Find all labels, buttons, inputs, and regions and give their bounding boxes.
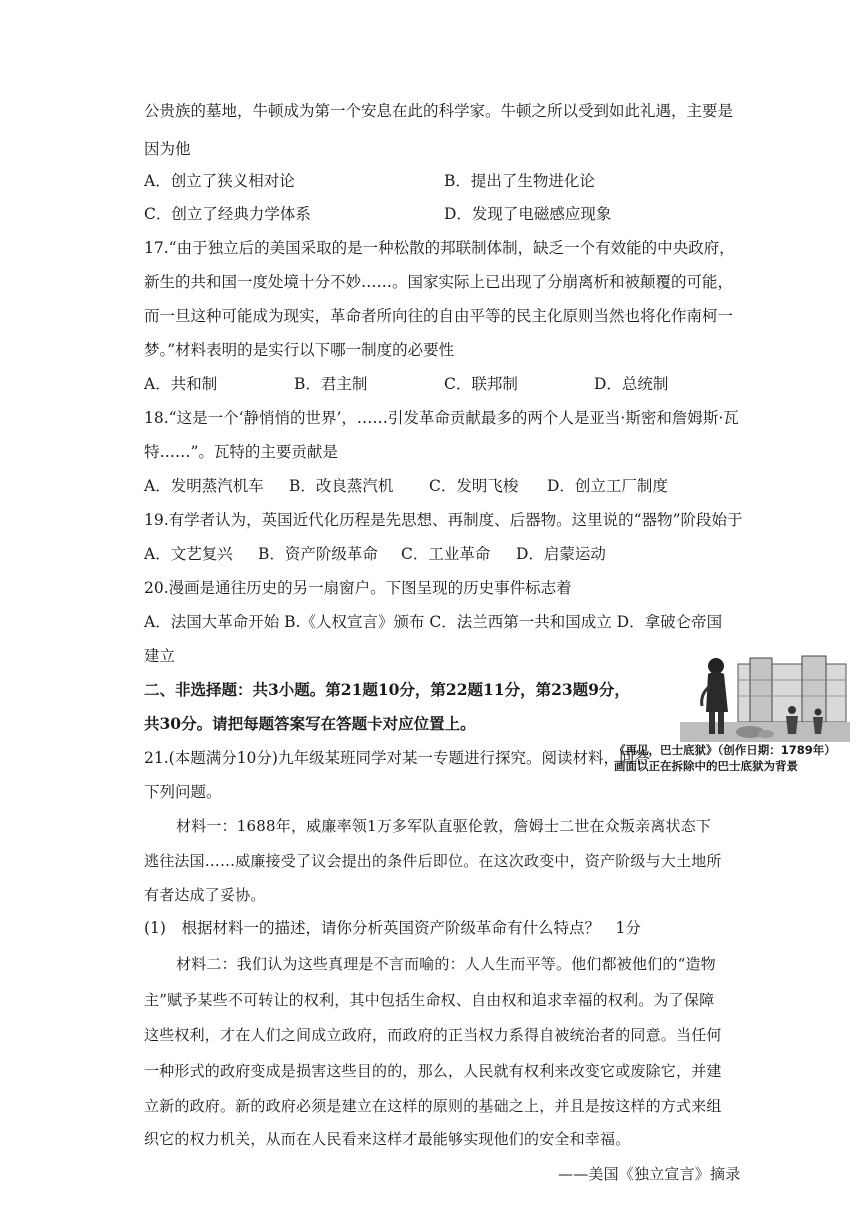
q18-option-c: C．发明飞梭 xyxy=(429,477,519,495)
q19-option-b: B．资产阶级革命 xyxy=(258,545,378,563)
q16-line-2: 因为他 xyxy=(144,140,191,158)
material-2-line-6: 织它的权力机关，从而在人民看来这样才最能够实现他们的安全和幸福。 xyxy=(144,1130,631,1148)
material-1-line-2: 逃往法国……威廉接受了议会提出的条件后即位。在这次政变中，资产阶级与大土地所 xyxy=(144,852,722,870)
q16-option-a: A．创立了狭义相对论 xyxy=(144,172,295,190)
q17-option-b: B．君主制 xyxy=(294,375,368,393)
q18-option-d: D．创立工厂制度 xyxy=(547,477,668,495)
q18-line-2: 特……”。瓦特的主要贡献是 xyxy=(144,443,338,461)
q19-option-a: A．文艺复兴 xyxy=(144,545,233,563)
q16-option-b: B．提出了生物进化论 xyxy=(444,172,595,190)
bastille-cartoon-image xyxy=(680,650,850,742)
cartoon-caption-title: 《再见，巴士底狱》（创作日期：1789年） xyxy=(614,743,836,757)
q17-option-a: A．共和制 xyxy=(144,375,218,393)
q16-line-1: 公贵族的墓地，牛顿成为第一个安息在此的科学家。牛顿之所以受到如此礼遇，主要是 xyxy=(144,102,734,120)
q21-line-2: 下列问题。 xyxy=(144,783,222,801)
material-2-line-5: 立新的政府。新的政府必须是建立在这样的原则的基础之上，并且是按这样的方式来组 xyxy=(144,1097,722,1115)
q17-line-1: 17.“由于独立后的美国采取的是一种松散的邦联制体制，缺乏一个有效能的中央政府， xyxy=(144,239,735,257)
q18-option-b: B．改良蒸汽机 xyxy=(289,477,394,495)
section-2-heading-line-1: 二、非选择题：共3小题。第21题10分，第22题11分，第23题9分， xyxy=(144,680,630,699)
q18-line-1: 18.“这是一个‘静悄悄的世界’，……引发革命贡献最多的两个人是亚当·斯密和詹姆斯·瓦 xyxy=(144,409,739,427)
q20-options: A．法国大革命开始 B.《人权宣言》颁布 C．法兰西第一共和国成立 D．拿破仑帝国 xyxy=(144,613,723,631)
q17-option-c: C．联邦制 xyxy=(444,375,518,393)
material-1-line-1: 材料一：1688年，威廉率领1万多军队直驱伦敦，詹姆士二世在众叛亲离状态下 xyxy=(176,817,712,835)
material-2-source: ——美国《独立宣言》摘录 xyxy=(558,1165,741,1183)
q19-option-d: D．启蒙运动 xyxy=(516,545,606,563)
material-2-line-3: 这些权利，才在人们之间成立政府，而政府的正当权力系得自被统治者的同意。当任何 xyxy=(144,1026,722,1044)
q17-option-d: D．总统制 xyxy=(594,375,669,393)
q19-option-c: C．工业革命 xyxy=(401,545,491,563)
q17-line-2: 新生的共和国一度处境十分不妙……。国家实际上已出现了分崩离析和被颠覆的可能， xyxy=(144,273,734,291)
material-2-line-1: 材料二：我们认为这些真理是不言而喻的：人人生而平等。他们都被他们的“造物 xyxy=(176,955,716,973)
q16-option-d: D．发现了电磁感应现象 xyxy=(444,205,612,223)
section-2-heading-line-2: 共30分。请把每题答案写在答题卡对应位置上。 xyxy=(144,714,476,733)
q20-line: 20.漫画是通往历史的另一扇窗户。下图呈现的历史事件标志着 xyxy=(144,579,572,597)
material-2-line-4: 一种形式的政府变成是损害这些目的的，那么，人民就有权利来改变它或废除它，并建 xyxy=(144,1062,722,1080)
q21-sub-question-1: (1) 根据材料一的描述，请你分析英国资产阶级革命有什么特点？ 1分 xyxy=(144,919,641,937)
q21-line-1: 21.(本题满分10分)九年级某班同学对某一专题进行探究。阅读材料，回答 xyxy=(144,749,650,767)
material-1-line-3: 有者达成了妥协。 xyxy=(144,886,266,904)
q17-line-3: 而一旦这种可能成为现实，革命者所向往的自由平等的民主化原则当然也将化作南柯一 xyxy=(144,307,734,325)
q20-options-cont: 建立 xyxy=(144,647,176,665)
material-2-line-2: 主”赋予某些不可转让的权利，其中包括生命权、自由权和追求幸福的权利。为了保障 xyxy=(144,991,715,1009)
q19-line: 19.有学者认为，英国近代化历程是先思想、再制度、后器物。这里说的“器物”阶段始于 xyxy=(144,511,743,529)
q17-line-4: 梦。”材料表明的是实行以下哪一制度的必要性 xyxy=(144,341,455,359)
cartoon-caption-desc: 画面以正在拆除中的巴士底狱为背景 xyxy=(614,759,798,773)
q16-option-c: C．创立了经典力学体系 xyxy=(144,205,311,223)
q18-option-a: A．发明蒸汽机车 xyxy=(144,477,264,495)
